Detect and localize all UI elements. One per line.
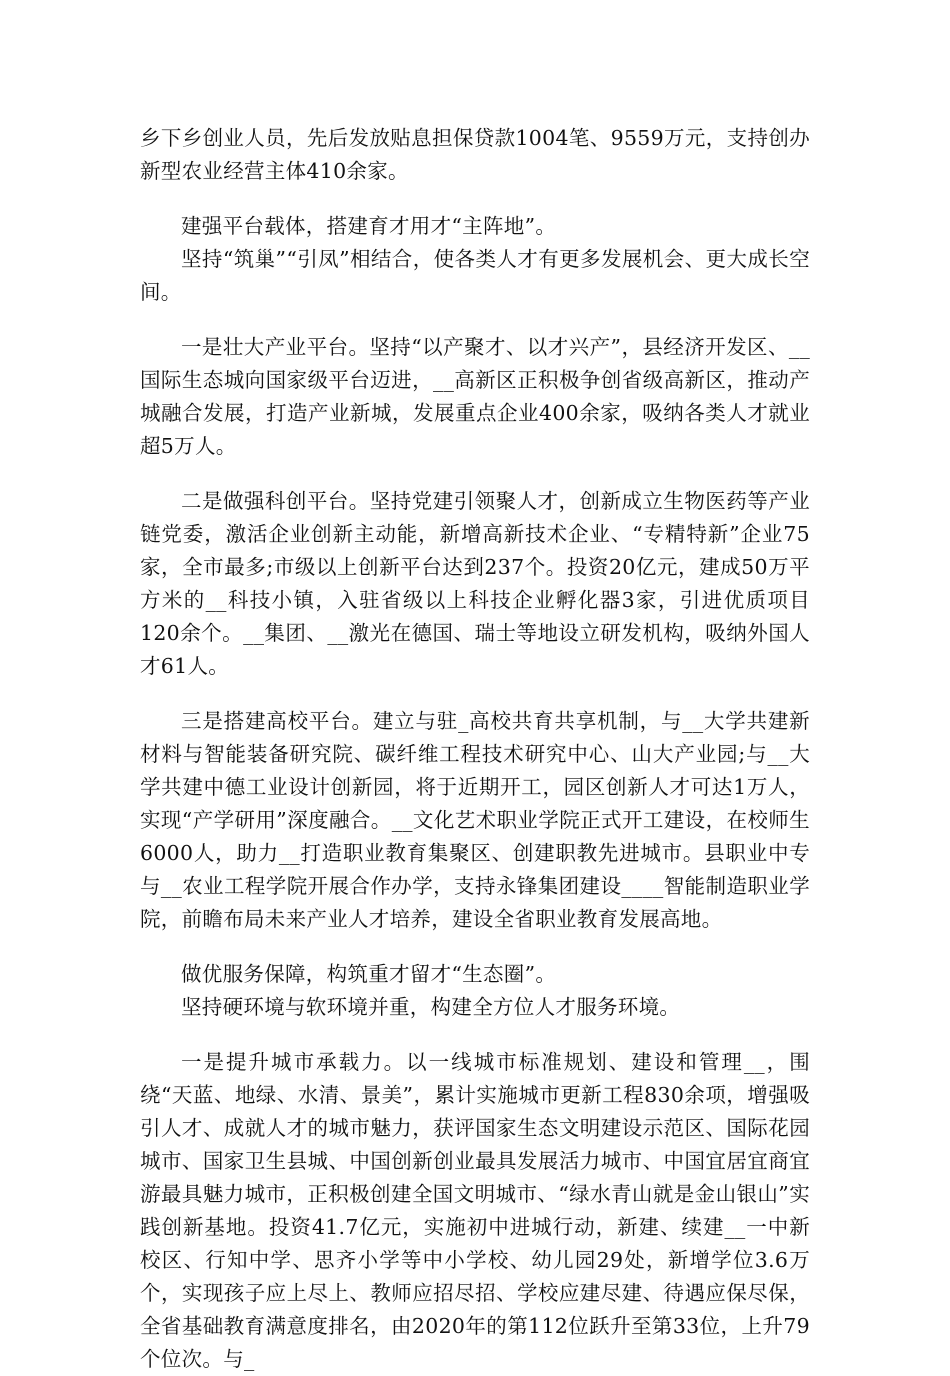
document-body bbox=[140, 122, 810, 1376]
section-heading-service: 做优服务保障，构筑重才留才“生态圈”。 bbox=[181, 962, 557, 986]
section-intro-service: 坚持硬环境与软环境并重，构建全方位人才服务环境。 bbox=[181, 995, 681, 1019]
paragraph-city-capacity: 一是提升城市承载力。以一线城市标准规划、建设和管理__，围绕“天蓝、地绿、水清、景美”，累计实施城市更新工程830余项，增强吸引人才、成就人才的城市魅力，获评国家生态文明建设示范区、国际花园城市、国家卫生县城、中国创新创业最具发展活力城市、中国宜居宜商宜游最具魅力城市，正积极创建全国文明城市、“绿水青山就是金山银山”实践创新基地。投资41.7亿元，实施初中进城行动，新建、续建__一中新校区、行知中学、思齐小学等中小学校、幼儿园29处，新增学位3.6万个，实现孩子应上尽上、教师应招尽招、学校应建尽建、待遇应保尽保，全省基础教育满意度排名，由2020年的第112位跃升至第33位，上升79个位次。与_ bbox=[140, 1050, 810, 1371]
section-intro-platform: 坚持“筑巢”“引凤”相结合，使各类人才有更多发展机会、更大成长空间。 bbox=[140, 247, 810, 304]
paragraph-continuation: 乡下乡创业人员，先后发放贴息担保贷款1004笔、9559万元，支持创办新型农业经营主体410余家。 bbox=[140, 126, 810, 183]
paragraph-industry-platform: 一是壮大产业平台。坚持“以产聚才、以才兴产”，县经济开发区、__国际生态城向国家级平台迈进，__高新区正积极争创省级高新区，推动产城融合发展，打造产业新城，发展重点企业400余家，吸纳各类人才就业超5万人。 bbox=[140, 335, 810, 458]
section-heading-platform: 建强平台载体，搭建育才用才“主阵地”。 bbox=[181, 214, 557, 238]
paragraph-innovation-platform: 二是做强科创平台。坚持党建引领聚人才，创新成立生物医药等产业链党委，激活企业创新主动能，新增高新技术企业、“专精特新”企业75家，全市最多;市级以上创新平台达到237个。投资20亿元，建成50万平方米的__科技小镇，入驻省级以上科技企业孵化器3家，引进优质项目120余个。__集团、__激光在德国、瑞士等地设立研发机构，吸纳外国人才61人。 bbox=[140, 489, 810, 678]
paragraph-university-platform: 三是搭建高校平台。建立与驻_高校共育共享机制，与__大学共建新材料与智能装备研究院、碳纤维工程技术研究中心、山大产业园;与__大学共建中德工业设计创新园，将于近期开工，园区创新人才可达1万人，实现“产学研用”深度融合。__文化艺术职业学院正式开工建设，在校师生6000人，助力__打造职业教育集聚区、创建职教先进城市。县职业中专与__农业工程学院开展合作办学，支持永锋集团建设____智能制造职业学院，前瞻布局未来产业人才培养，建设全省职业教育发展高地。 bbox=[140, 709, 810, 931]
